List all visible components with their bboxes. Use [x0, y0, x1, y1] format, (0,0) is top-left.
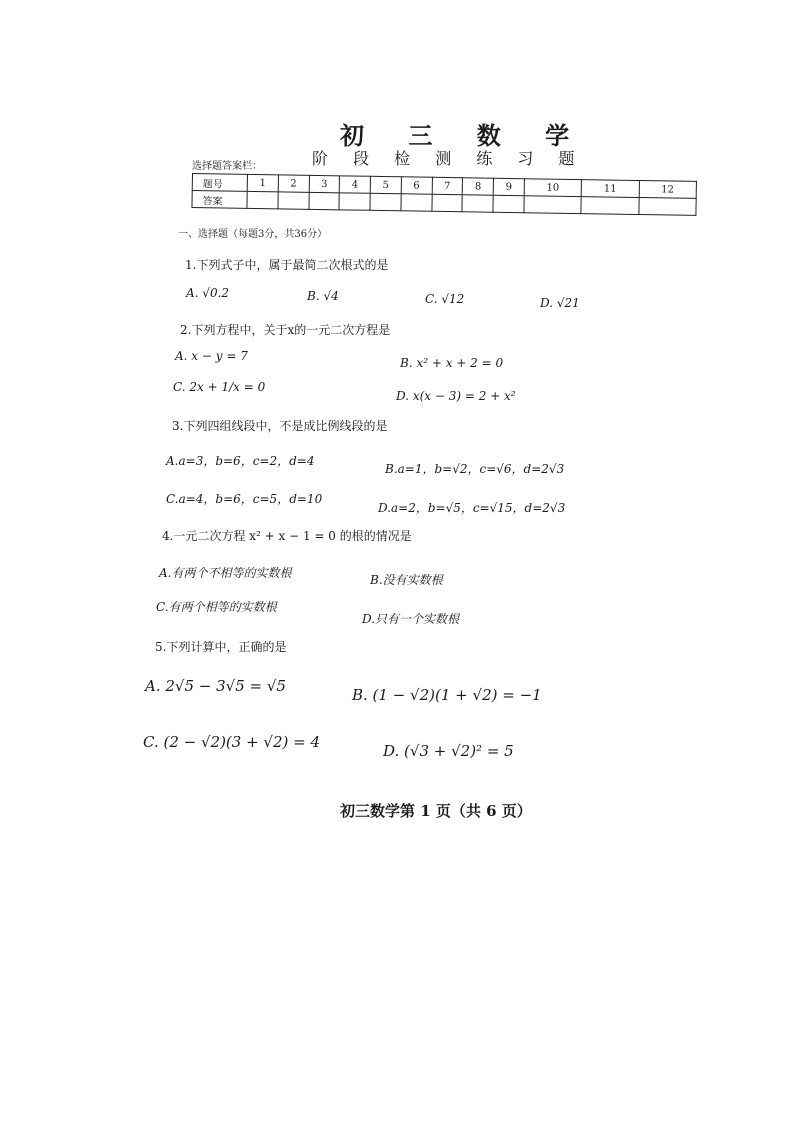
question-3-option-b: B.a=1，b=√2，c=√6，d=2√3	[385, 462, 565, 476]
question-4-option-a: A.有两个不相等的实数根	[159, 566, 292, 580]
number-cell: 10	[524, 179, 582, 197]
question-2-option-c: C. 2x + 1/x = 0	[173, 380, 266, 394]
question-4-option-c: C.有两个相等的实数根	[156, 600, 277, 614]
page-footer: 初三数学第 1 页（共 6 页）	[340, 802, 532, 820]
question-3-option-a: A.a=3，b=6，c=2，d=4	[166, 454, 315, 468]
question-5-option-a: A. 2√5 − 3√5 = √5	[145, 677, 286, 695]
question-3-stem: 3.下列四组线段中，不是成比例线段的是	[172, 419, 388, 433]
section-title: 一、选择题（每题3分，共36分）	[178, 229, 328, 240]
question-5-option-b: B. (1 − √2)(1 + √2) = −1	[352, 686, 542, 704]
question-2-option-d: D. x(x − 3) = 2 + x²	[396, 389, 516, 403]
question-3-option-d: D.a=2，b=√5，c=√15，d=2√3	[378, 501, 566, 515]
question-4-option-b: B.没有实数根	[370, 573, 443, 587]
question-4-option-d: D.只有一个实数根	[362, 612, 460, 626]
answer-cell[interactable]	[581, 197, 639, 215]
number-cell: 11	[581, 180, 639, 198]
question-2-option-b: B. x² + x + 2 = 0	[400, 356, 504, 370]
question-1-option-d: D. √21	[540, 296, 580, 310]
row-label-number: 题号	[192, 174, 247, 192]
number-cell: 1	[247, 174, 278, 191]
number-cell: 6	[401, 177, 432, 194]
number-cell: 8	[463, 178, 494, 195]
question-2-option-a: A. x − y = 7	[175, 349, 248, 363]
row-label-answer: 答案	[192, 191, 247, 209]
question-5-stem: 5.下列计算中，正确的是	[155, 640, 287, 654]
number-cell: 12	[639, 181, 697, 199]
number-cell: 7	[432, 177, 463, 194]
answer-cell[interactable]	[462, 195, 493, 212]
number-cell: 9	[493, 178, 524, 195]
question-4-stem: 4.一元二次方程 x² + x − 1 = 0 的根的情况是	[162, 529, 412, 543]
page-title: 初 三 数 学	[340, 121, 588, 150]
answer-table	[191, 173, 696, 216]
answer-cell[interactable]	[432, 194, 463, 211]
answer-bar-label: 选择题答案栏：	[192, 161, 262, 172]
answer-cell[interactable]	[278, 192, 309, 209]
answer-cell[interactable]	[247, 191, 278, 208]
answer-cell[interactable]	[401, 194, 432, 211]
answer-cell[interactable]	[493, 195, 524, 212]
question-5-option-c: C. (2 − √2)(3 + √2) = 4	[143, 733, 321, 751]
answer-cell[interactable]	[339, 193, 370, 210]
question-1-option-c: C. √12	[425, 292, 465, 306]
page-subtitle: 阶 段 检 测 练 习 题	[312, 149, 585, 168]
answer-cell[interactable]	[638, 198, 696, 216]
number-cell: 5	[370, 176, 401, 193]
number-cell: 3	[309, 175, 340, 192]
number-cell: 4	[340, 176, 371, 193]
question-1-option-b: B. √4	[307, 289, 339, 303]
answer-cell[interactable]	[370, 193, 401, 210]
number-cell: 2	[278, 175, 309, 192]
question-1-stem: 1.下列式子中，属于最简二次根式的是	[185, 258, 389, 272]
question-3-option-c: C.a=4，b=6，c=5，d=10	[166, 492, 323, 506]
question-1-option-a: A. √0.2	[186, 286, 230, 300]
question-2-stem: 2.下列方程中，关于x的一元二次方程是	[180, 323, 391, 337]
answer-cell[interactable]	[524, 196, 582, 214]
answer-cell[interactable]	[308, 192, 339, 209]
question-5-option-d: D. (√3 + √2)² = 5	[383, 742, 514, 760]
